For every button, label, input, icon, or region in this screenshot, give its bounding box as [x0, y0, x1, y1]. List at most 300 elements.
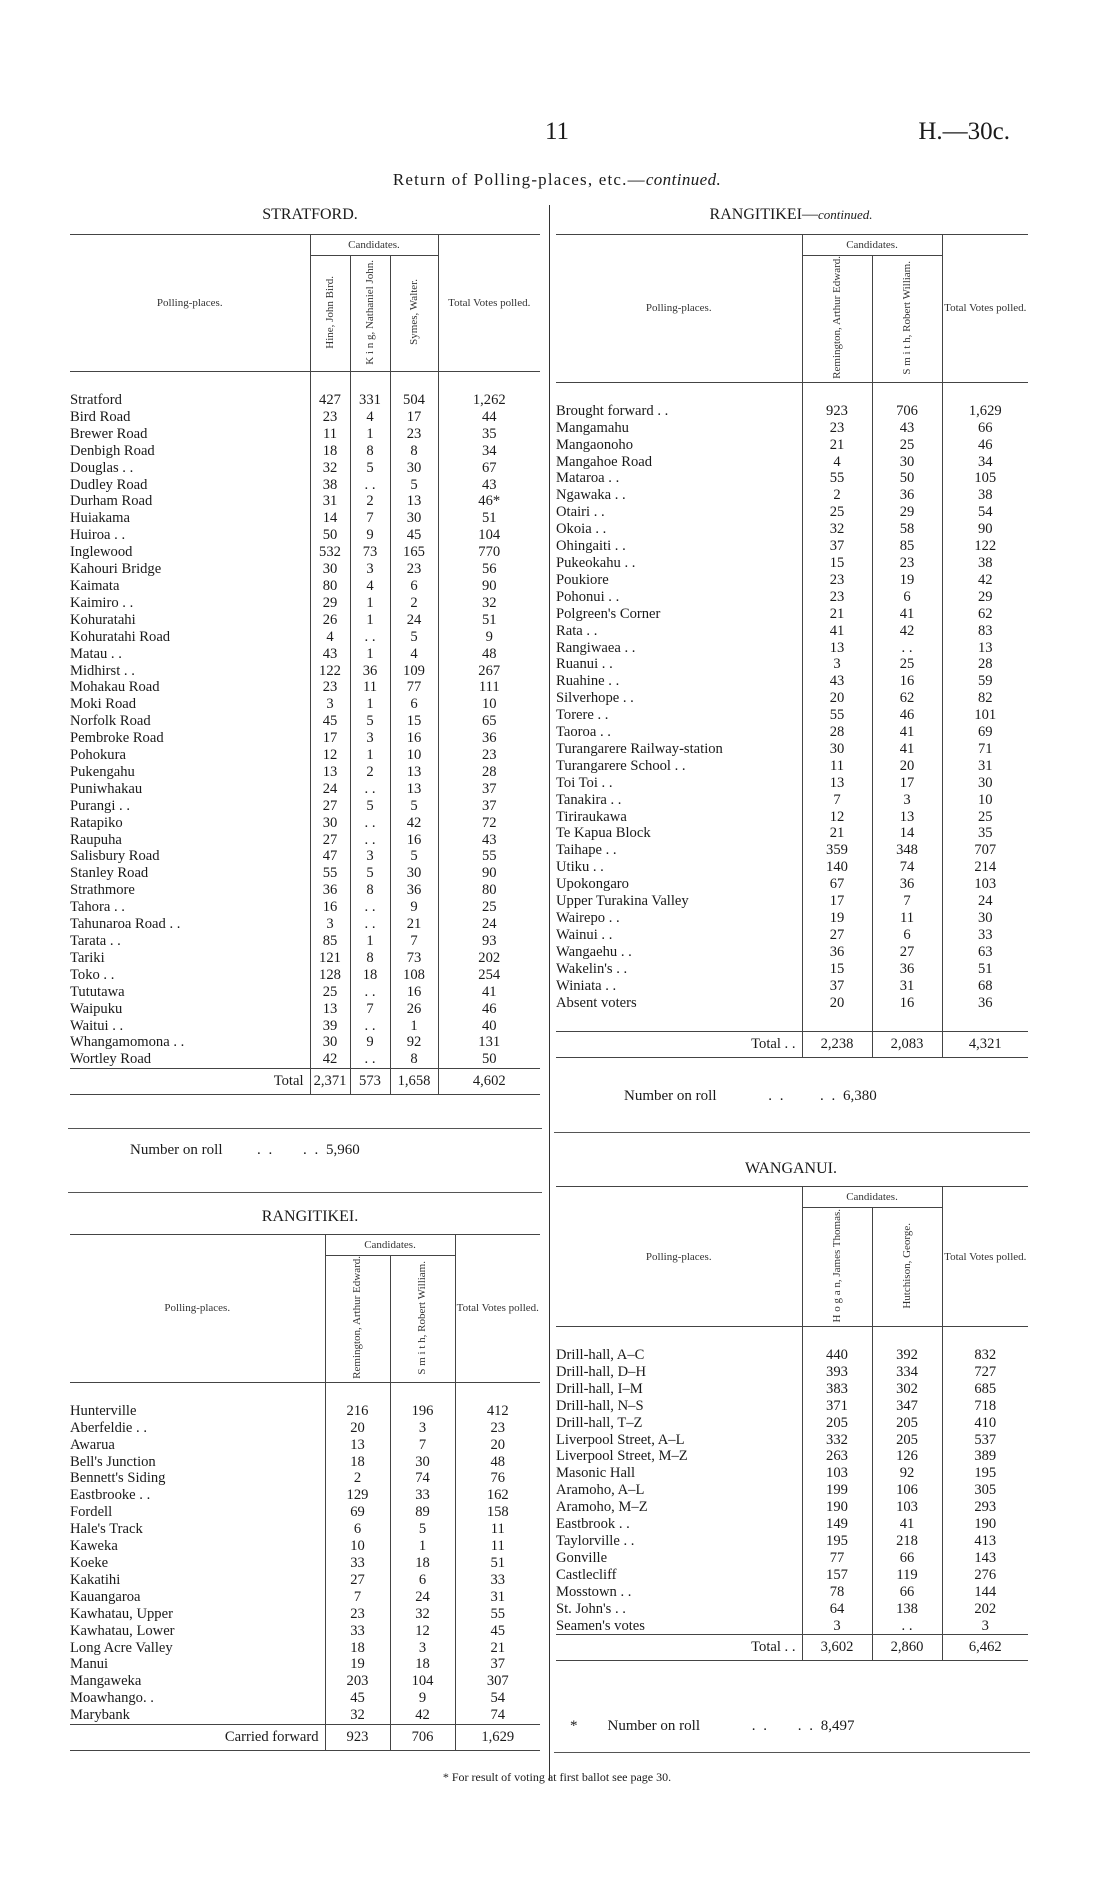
- vote-count: 15: [390, 713, 438, 730]
- table-row: [556, 403, 1028, 420]
- polling-place: Castlecliff: [556, 1566, 617, 1583]
- vote-count: 42: [390, 1707, 455, 1724]
- vote-count: 16: [390, 832, 438, 849]
- vote-count: 29: [310, 595, 350, 612]
- total-votes: 111: [438, 679, 540, 696]
- table-row: [556, 792, 1028, 809]
- table-row: [70, 1640, 540, 1657]
- page-number: 11: [544, 118, 570, 145]
- candidate-col: [802, 1208, 872, 1327]
- vote-count: 205: [802, 1415, 872, 1432]
- vote-count: 27: [310, 798, 350, 815]
- polling-place: Kauangaroa: [70, 1588, 141, 1605]
- polling-place: Fordell: [70, 1504, 113, 1521]
- vote-count: 85: [872, 538, 942, 555]
- vote-count: 30: [310, 815, 350, 832]
- vote-count: 3: [872, 792, 942, 809]
- table-row: [70, 1656, 540, 1673]
- vote-count: 33: [325, 1623, 390, 1640]
- vote-count: 2: [390, 595, 438, 612]
- polling-place: Tututawa: [70, 983, 125, 1000]
- polling-place: Kawhatau, Upper: [70, 1605, 173, 1622]
- table-row: [556, 673, 1028, 690]
- total-votes: 46: [942, 437, 1028, 454]
- grand-total: 6,462: [942, 1635, 1028, 1661]
- vote-count: 66: [872, 1550, 942, 1567]
- total-votes: 143: [942, 1550, 1028, 1567]
- vote-count: 23: [802, 420, 872, 437]
- vote-count: 42: [390, 815, 438, 832]
- vote-count: . .: [350, 781, 390, 798]
- table-row: [70, 646, 540, 663]
- total-count: 923: [325, 1725, 390, 1751]
- polling-place: Pembroke Road: [70, 730, 164, 747]
- roll-value: 5,960: [325, 1142, 360, 1158]
- vote-count: 6: [872, 927, 942, 944]
- candidate-col: [872, 256, 942, 383]
- vote-count: 5: [390, 848, 438, 865]
- polling-place: Toi Toi . .: [556, 774, 613, 791]
- vote-count: 4: [310, 629, 350, 646]
- total-votes: 31: [455, 1589, 540, 1606]
- table-row: [70, 1403, 540, 1420]
- vote-count: 69: [325, 1504, 390, 1521]
- vote-count: 30: [802, 741, 872, 758]
- col-polling-places: Polling-places.: [70, 1235, 325, 1383]
- vote-count: 14: [872, 825, 942, 842]
- polling-place: Long Acre Valley: [70, 1639, 173, 1656]
- vote-count: 30: [390, 865, 438, 882]
- polling-place: Kahouri Bridge: [70, 561, 162, 578]
- polling-place: Brewer Road: [70, 425, 148, 442]
- total-votes: 103: [942, 876, 1028, 893]
- total-votes: 254: [438, 967, 540, 984]
- table-row: [556, 893, 1028, 910]
- table-row: [70, 1521, 540, 1538]
- candidate-name: H o g a n, James Thomas.: [830, 1208, 843, 1323]
- vote-count: 19: [802, 910, 872, 927]
- total-votes: 28: [438, 764, 540, 781]
- vote-count: 23: [325, 1606, 390, 1623]
- polling-place: Mangaonoho: [556, 436, 634, 453]
- polling-place: Eastbrooke . .: [70, 1487, 151, 1504]
- polling-place: Mangaweka: [70, 1673, 142, 1690]
- table-row: [556, 961, 1028, 978]
- table-row: [556, 504, 1028, 521]
- polling-place: Salisbury Road: [70, 848, 160, 865]
- table-row: [556, 487, 1028, 504]
- vote-count: 77: [802, 1550, 872, 1567]
- vote-count: 332: [802, 1432, 872, 1449]
- table-row: [70, 1673, 540, 1690]
- polling-place: Poukiore: [556, 571, 609, 588]
- vote-count: 50: [310, 527, 350, 544]
- polling-place: Kaimata: [70, 577, 120, 594]
- vote-count: 13: [802, 640, 872, 657]
- col-polling-places: Polling-places.: [556, 235, 802, 383]
- table-row: [70, 798, 540, 815]
- total-count: 1,658: [390, 1069, 438, 1095]
- total-votes: 51: [942, 961, 1028, 978]
- vote-count: 43: [310, 646, 350, 663]
- vote-count: 16: [390, 730, 438, 747]
- polling-place: Upper Turakina Valley: [556, 893, 689, 910]
- vote-count: 392: [872, 1347, 942, 1364]
- polling-place: Okoia . .: [556, 521, 607, 538]
- total-votes: 718: [942, 1398, 1028, 1415]
- total-votes: 46: [438, 1001, 540, 1018]
- vote-count: 3: [350, 561, 390, 578]
- vote-count: 1: [390, 1018, 438, 1035]
- spacer-row: [556, 1011, 1028, 1032]
- vote-count: 11: [872, 910, 942, 927]
- vote-count: 218: [872, 1533, 942, 1550]
- vote-count: 27: [872, 944, 942, 961]
- vote-count: 36: [872, 876, 942, 893]
- total-votes: 38: [942, 555, 1028, 572]
- vote-count: 140: [802, 859, 872, 876]
- table-row: [70, 1504, 540, 1521]
- total-votes: 34: [942, 454, 1028, 471]
- vote-count: 4: [350, 578, 390, 595]
- vote-count: 17: [310, 730, 350, 747]
- vote-count: 3: [310, 916, 350, 933]
- table-row: [556, 521, 1028, 538]
- table-row: [556, 1415, 1028, 1432]
- vote-count: 18: [310, 443, 350, 460]
- title-suffix: continued.: [645, 170, 722, 189]
- vote-count: 6: [390, 1572, 455, 1589]
- total-votes: 28: [942, 656, 1028, 673]
- vote-count: 1: [350, 426, 390, 443]
- polling-place: Hunterville: [70, 1402, 137, 1419]
- table-row: [70, 865, 540, 882]
- total-votes: 413: [942, 1533, 1028, 1550]
- total-count: 2,083: [872, 1032, 942, 1058]
- vote-count: 121: [310, 950, 350, 967]
- vote-count: 12: [802, 809, 872, 826]
- vote-count: 19: [325, 1656, 390, 1673]
- polling-place: Toko . .: [70, 966, 115, 983]
- polling-place: Inglewood: [70, 544, 133, 561]
- polling-place: Stratford: [70, 392, 122, 408]
- rangitikei-continued-table: [556, 234, 1028, 1058]
- polling-place: Ohingaiti . .: [556, 538, 626, 555]
- vote-count: 923: [802, 403, 872, 420]
- table-row: [70, 696, 540, 713]
- vote-count: 203: [325, 1673, 390, 1690]
- vote-count: 7: [350, 1001, 390, 1018]
- table-row: [70, 832, 540, 849]
- polling-place: Gonville: [556, 1549, 608, 1566]
- polling-place: Mangahoe Road: [556, 453, 653, 470]
- polling-place: Kohuratahi: [70, 611, 136, 628]
- polling-place: Moawhango. .: [70, 1690, 154, 1707]
- table-row: [70, 612, 540, 629]
- polling-place: Waipuku: [70, 1000, 123, 1017]
- table-row: [70, 629, 540, 646]
- polling-place: Waitui . .: [70, 1017, 124, 1034]
- vote-count: 13: [310, 764, 350, 781]
- vote-count: 73: [390, 950, 438, 967]
- col-total-votes: Total Votes polled.: [942, 235, 1028, 383]
- vote-count: 3: [802, 1618, 872, 1635]
- vote-count: 7: [325, 1589, 390, 1606]
- table-row: [70, 1454, 540, 1471]
- vote-count: 37: [802, 538, 872, 555]
- vote-count: 6: [872, 589, 942, 606]
- total-votes: 25: [942, 809, 1028, 826]
- vote-count: 2: [350, 493, 390, 510]
- polling-place: Koeke: [70, 1554, 109, 1571]
- vote-count: 7: [350, 510, 390, 527]
- vote-count: 64: [802, 1601, 872, 1618]
- vote-count: 16: [872, 673, 942, 690]
- roll-value: 8,497: [820, 1718, 855, 1734]
- candidate-col: [802, 256, 872, 383]
- vote-count: 17: [872, 775, 942, 792]
- candidate-name: Hutchison, George.: [900, 1222, 913, 1309]
- polling-place: Tahunaroa Road . .: [70, 916, 181, 933]
- table-row: [70, 409, 540, 426]
- vote-count: 26: [310, 612, 350, 629]
- rangitikei-roll: Number on roll . . . . 6,380: [624, 1088, 877, 1104]
- total-votes: 276: [942, 1567, 1028, 1584]
- vote-count: 33: [325, 1555, 390, 1572]
- vote-count: 18: [325, 1640, 390, 1657]
- polling-place: Pukeokahu . .: [556, 554, 636, 571]
- table-row: [70, 1487, 540, 1504]
- polling-place: Tahora . .: [70, 899, 125, 916]
- total-count: 3,602: [802, 1635, 872, 1661]
- wanganui-heading: WANGANUI.: [745, 1160, 837, 1177]
- polling-place: Mataroa . .: [556, 470, 620, 487]
- roll-label: Number on roll: [624, 1088, 717, 1104]
- col-total-votes: Total Votes polled.: [455, 1235, 540, 1383]
- rule: [68, 1192, 542, 1193]
- polling-place: Kakatihi: [70, 1571, 121, 1588]
- total-votes: 537: [942, 1432, 1028, 1449]
- table-row: [70, 1623, 540, 1640]
- vote-count: 25: [310, 984, 350, 1001]
- total-votes: 42: [942, 572, 1028, 589]
- table-row: [70, 1707, 540, 1724]
- vote-count: 77: [390, 679, 438, 696]
- total-votes: 80: [438, 882, 540, 899]
- polling-place: Te Kapua Block: [556, 825, 651, 842]
- polling-place: Denbigh Road: [70, 442, 155, 459]
- vote-count: 42: [310, 1051, 350, 1068]
- vote-count: 165: [390, 544, 438, 561]
- polling-place: Upokongaro: [556, 876, 629, 893]
- polling-place: Winiata . .: [556, 977, 617, 994]
- vote-count: 30: [310, 561, 350, 578]
- vote-count: 216: [325, 1403, 390, 1420]
- vote-count: 393: [802, 1364, 872, 1381]
- vote-count: 440: [802, 1347, 872, 1364]
- total-votes: 90: [942, 521, 1028, 538]
- vote-count: 30: [390, 1454, 455, 1471]
- polling-place: Wairepo . .: [556, 910, 620, 927]
- table-row: [556, 1482, 1028, 1499]
- table-row: [70, 443, 540, 460]
- total-count: 2,860: [872, 1635, 942, 1661]
- polling-place: Otairi . .: [556, 504, 605, 521]
- vote-count: 8: [390, 1051, 438, 1068]
- total-votes: 832: [942, 1347, 1028, 1364]
- polling-place: Matau . .: [70, 645, 122, 662]
- vote-count: 1: [350, 696, 390, 713]
- vote-count: 27: [325, 1572, 390, 1589]
- candidates-header: Candidates.: [325, 1235, 455, 1256]
- vote-count: 33: [390, 1487, 455, 1504]
- vote-count: 45: [390, 527, 438, 544]
- polling-place: Kohuratahi Road: [70, 628, 171, 645]
- vote-count: 23: [310, 409, 350, 426]
- polling-place: Hale's Track: [70, 1521, 143, 1538]
- total-votes: 34: [438, 443, 540, 460]
- vote-count: 4: [350, 409, 390, 426]
- table-row: [70, 933, 540, 950]
- table-row: [556, 1381, 1028, 1398]
- vote-count: 25: [872, 656, 942, 673]
- total-votes: 36: [942, 995, 1028, 1012]
- table-row: [70, 1572, 540, 1589]
- vote-count: 41: [872, 606, 942, 623]
- vote-count: 92: [390, 1034, 438, 1051]
- vote-count: 532: [310, 544, 350, 561]
- vote-count: 9: [350, 1034, 390, 1051]
- vote-count: 41: [802, 623, 872, 640]
- footnote: * For result of voting at first ballot see page 30.: [442, 1770, 672, 1784]
- total-votes: 10: [942, 792, 1028, 809]
- vote-count: 78: [802, 1584, 872, 1601]
- table-row: [70, 1690, 540, 1707]
- vote-count: 80: [310, 578, 350, 595]
- vote-count: 41: [872, 1516, 942, 1533]
- polling-place: Midhirst . .: [70, 662, 135, 679]
- table-row: [556, 1499, 1028, 1516]
- total-votes: 1,262: [438, 392, 540, 409]
- vote-count: 39: [310, 1018, 350, 1035]
- table-row: [556, 1516, 1028, 1533]
- table-row: [70, 561, 540, 578]
- vote-count: 2: [325, 1470, 390, 1487]
- total-votes: 24: [438, 916, 540, 933]
- vote-count: 1: [350, 747, 390, 764]
- total-votes: 43: [438, 477, 540, 494]
- vote-count: . .: [350, 1018, 390, 1035]
- total-votes: 101: [942, 707, 1028, 724]
- candidate-name: Hine, John Bird.: [323, 275, 336, 349]
- vote-count: 302: [872, 1381, 942, 1398]
- total-votes: 162: [455, 1487, 540, 1504]
- vote-count: 31: [872, 978, 942, 995]
- vote-count: 383: [802, 1381, 872, 1398]
- table-row: [70, 595, 540, 612]
- total-votes: 33: [942, 927, 1028, 944]
- vote-count: 6: [390, 578, 438, 595]
- total-votes: 56: [438, 561, 540, 578]
- table-row: [556, 1584, 1028, 1601]
- vote-count: 8: [350, 882, 390, 899]
- table-row: [70, 663, 540, 680]
- total-votes: 76: [455, 1470, 540, 1487]
- table-row: [70, 1555, 540, 1572]
- total-votes: 104: [438, 527, 540, 544]
- polling-place: Whangamomona . .: [70, 1034, 185, 1051]
- polling-place: Stanley Road: [70, 865, 149, 882]
- vote-count: 15: [802, 555, 872, 572]
- table-row: [556, 1448, 1028, 1465]
- wanganui-table: [556, 1186, 1028, 1661]
- vote-count: 4: [802, 454, 872, 471]
- polling-place: Ruahine . .: [556, 673, 620, 690]
- vote-count: 706: [872, 403, 942, 420]
- stratford-heading: STRATFORD.: [262, 206, 358, 223]
- grand-total: 4,602: [438, 1069, 540, 1095]
- polling-place: Tariki: [70, 949, 105, 966]
- table-row: [70, 1001, 540, 1018]
- vote-count: 1: [350, 646, 390, 663]
- vote-count: 18: [350, 967, 390, 984]
- vote-count: 23: [802, 589, 872, 606]
- vote-count: 5: [390, 477, 438, 494]
- vote-count: 23: [802, 572, 872, 589]
- vote-count: 25: [872, 437, 942, 454]
- total-label: Total: [70, 1069, 310, 1095]
- total-votes: 202: [942, 1601, 1028, 1618]
- total-votes: 1,629: [942, 403, 1028, 420]
- vote-count: 36: [390, 882, 438, 899]
- table-row: [70, 460, 540, 477]
- vote-count: 10: [390, 747, 438, 764]
- vote-count: 30: [310, 1034, 350, 1051]
- table-row: [556, 1432, 1028, 1449]
- vote-count: 9: [390, 899, 438, 916]
- polling-place: Pohokura: [70, 747, 126, 764]
- vote-count: 8: [350, 950, 390, 967]
- table-row: [556, 842, 1028, 859]
- vote-count: 195: [802, 1533, 872, 1550]
- vote-count: 45: [325, 1690, 390, 1707]
- table-row: [556, 741, 1028, 758]
- total-votes: 93: [438, 933, 540, 950]
- table-row: [70, 1606, 540, 1623]
- table-row: [556, 1398, 1028, 1415]
- rule: [68, 1128, 542, 1129]
- total-votes: 293: [942, 1499, 1028, 1516]
- table-row: [556, 927, 1028, 944]
- polling-place: St. John's . .: [556, 1600, 626, 1617]
- vote-count: 348: [872, 842, 942, 859]
- vote-count: 18: [325, 1454, 390, 1471]
- vote-count: 18: [390, 1656, 455, 1673]
- vote-count: 21: [390, 916, 438, 933]
- total-votes: 30: [942, 910, 1028, 927]
- total-votes: 59: [942, 673, 1028, 690]
- total-votes: 190: [942, 1516, 1028, 1533]
- vote-count: 1: [350, 595, 390, 612]
- polling-place: Aramoho, M–Z: [556, 1499, 648, 1516]
- table-row: [70, 1420, 540, 1437]
- vote-count: 29: [872, 504, 942, 521]
- table-row: [556, 656, 1028, 673]
- total-votes: 20: [455, 1437, 540, 1454]
- table-row: [556, 978, 1028, 995]
- total-votes: 144: [942, 1584, 1028, 1601]
- candidate-col: [390, 256, 438, 372]
